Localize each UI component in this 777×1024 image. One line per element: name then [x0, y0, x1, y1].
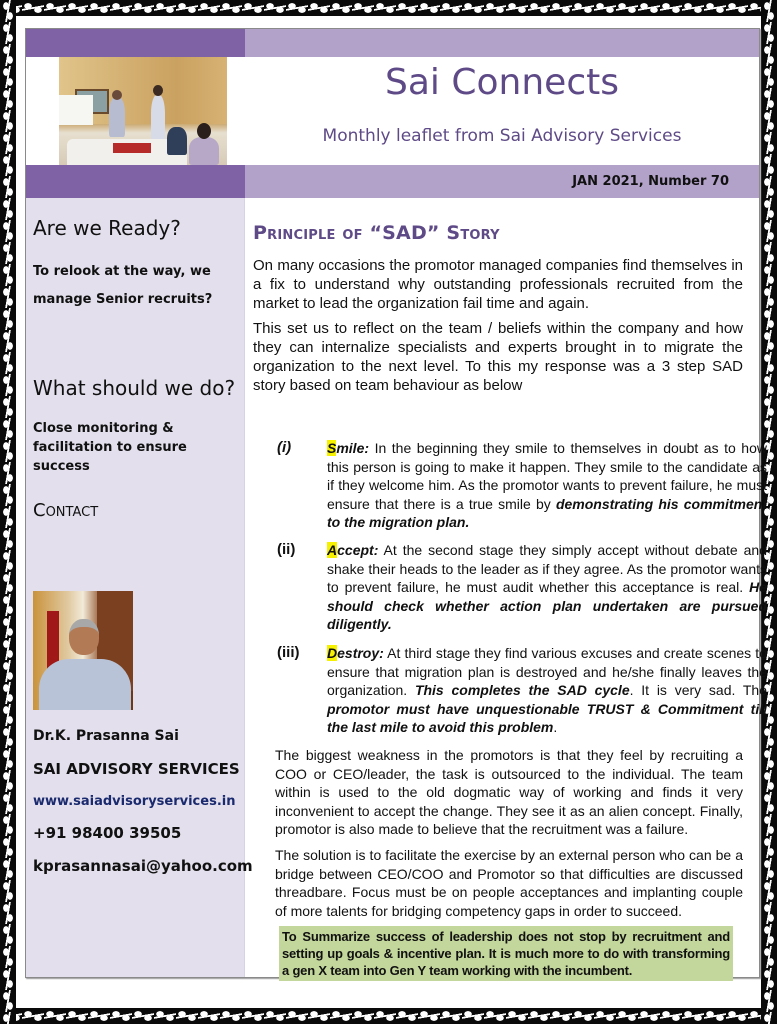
issue-band: [26, 165, 759, 198]
step-emphasis: He should check whether action plan undertaken are pursued diligently.: [327, 579, 767, 632]
step-initial: S: [327, 440, 337, 456]
sidebar: [26, 198, 253, 977]
article-setup: This set us to reflect on the team / beliefs within the company and how they can internalize specialists and experts brought in to migrate the organization to the next level. To this my response was a 3 step SAD story based on team behaviour as below: [253, 320, 743, 394]
article-weakness: The biggest weakness in the promotors is that they feel by recruiting a COO or CEO/leader, the task is outsourced to the individual. The team within is used to the old dogmatic way of working and finds it very inconvenient to accept the change. They see it as an alien concept. Finally, promotor is also made to believe that the recruitment was a failure.: [275, 747, 743, 837]
newsletter-subtitle: Monthly leaflet from Sai Advisory Services: [322, 126, 682, 146]
step-text: [327, 439, 767, 532]
step-body: At the second stage they simply accept without debate and shake their heads to the leader as if they agree. As the promotor wants to prevent failure, he must audit whether this acceptance is real.: [327, 542, 767, 595]
top-band-dark: [26, 29, 245, 57]
summary-callout: To Summarize success of leadership does not stop by recruitment and setting up goals & incentive plan. It is much more to do with transforming a gen X team into Gen Y team working with the incumbent.: [279, 926, 733, 981]
author-portrait: [33, 591, 133, 710]
step-mid: . It is very sad. The: [629, 682, 768, 698]
step-initial: A: [327, 542, 338, 558]
step-text: [327, 541, 767, 634]
top-band-light: [245, 29, 759, 57]
step-number: (i): [277, 439, 292, 456]
step-emphasis-2: promotor must have unquestionable TRUST & Commitment till the last mile to avoid this problem: [327, 700, 767, 735]
meeting-photo: [59, 57, 227, 165]
contact-name: Dr.K. Prasanna Sai: [33, 728, 179, 744]
step-emphasis: This completes the SAD cycle: [414, 682, 630, 698]
newsletter-title: Sai Connects: [385, 62, 619, 103]
contact-org: SAI ADVISORY SERVICES: [33, 760, 240, 778]
step-label: mile:: [336, 440, 370, 456]
top-band: [26, 29, 759, 57]
contact-heading: Contact: [33, 500, 99, 521]
article-intro: On many occasions the promotor managed companies find themselves in a fix to understand why outstanding professionals recruited from the market to lead the organization fail time and again.: [253, 257, 743, 312]
decorative-border-left: [0, 0, 16, 1024]
what-body: Close monitoring & facilitation to ensure success: [33, 421, 187, 474]
step-emphasis: demonstrating his commitment to the migration plan.: [327, 495, 767, 530]
ready-heading: Are we Ready?: [33, 216, 181, 240]
contact-phone: +91 98400 39505: [33, 824, 182, 842]
decorative-border-bottom: [0, 1008, 777, 1024]
step-tail: .: [553, 719, 558, 735]
step-body: In the beginning they smile to themselves in doubt as to how this person is going to make it happen. They smile to the candidate as if they welcome him. As the promotor wants to prevent failure, he must ensure that there is a true smile by: [327, 440, 767, 512]
ready-body: To relook at the way, we manage Senior recruits?: [33, 264, 213, 307]
what-heading: What should we do?: [33, 376, 236, 400]
article-title: Principle of “SAD” Story: [253, 222, 500, 244]
step-label: estroy:: [337, 645, 384, 661]
step-label: ccept:: [337, 542, 379, 558]
step-initial: D: [327, 645, 338, 661]
step-body: At third stage they find various excuses and create scenes to ensure that migration plan is destroyed and he/she finally leaves the organization.: [327, 645, 767, 698]
contact-website-link[interactable]: www.saiadvisoryservices.in: [33, 794, 236, 809]
issue-band-dark: [26, 165, 245, 198]
step-number: (iii): [277, 644, 300, 661]
step-number: (ii): [277, 541, 296, 558]
article-solution: The solution is to facilitate the exercise by an external person who can be a bridge between CEO/COO and Promotor so that difficulties are discussed threadbare. Focus must be on people acceptances and implanting couple of more talents for bridging competency gaps in order to succeed.: [275, 847, 743, 919]
issue-band-light: [245, 165, 759, 198]
issue-label: JAN 2021, Number 70: [572, 174, 729, 189]
contact-email-link[interactable]: kprasannasai@yahoo.com: [33, 857, 253, 875]
leaflet-page: [25, 28, 768, 978]
step-text: [327, 644, 767, 737]
decorative-border-top: [0, 0, 777, 16]
